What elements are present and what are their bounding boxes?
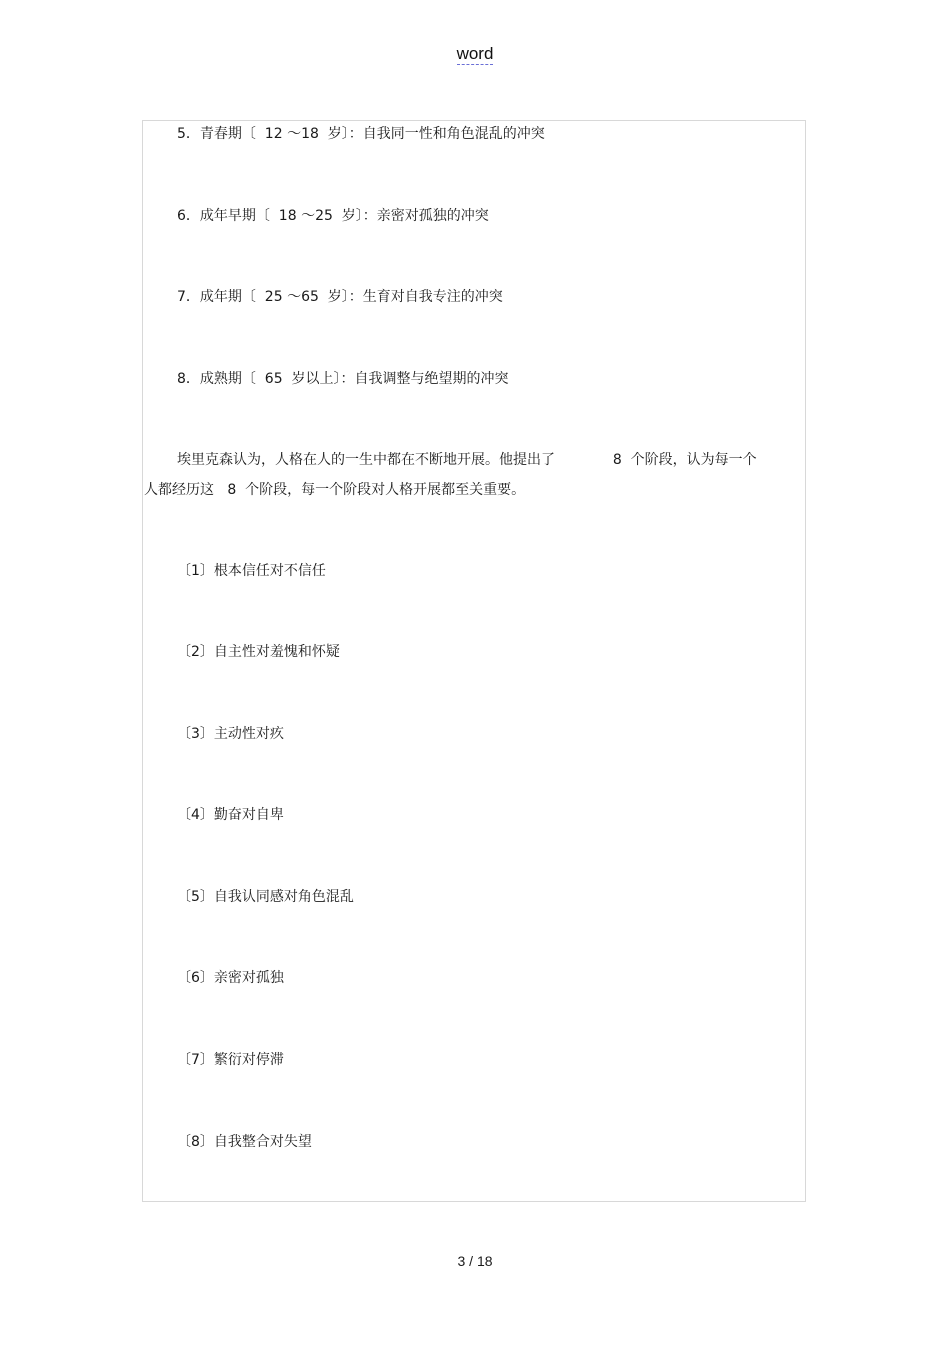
list-item-7: 〔7〕繁衍对停滞 [177,1052,284,1068]
document-header [0,43,950,65]
paragraph-line-2: 人都经历这 8 个阶段，每一个阶段对人格开展都至关重要。 [144,482,526,498]
list-item-8: 〔8〕自我整合对失望 [177,1134,312,1150]
page-number: 3 / 18 [457,1253,493,1269]
list-item-1: 〔1〕根本信任对不信任 [177,563,326,579]
list-item-5: 〔5〕自我认同感对角色混乱 [177,889,354,905]
list-item-3: 〔3〕主动性对疚 [177,726,284,742]
list-item-2: 〔2〕自主性对羞愧和怀疑 [177,644,340,660]
list-item-6: 〔6〕亲密对孤独 [177,970,284,986]
stage-line-7: 7．成年期〔 25 ～65 岁〕：生育对自我专注的冲突 [177,289,503,305]
stage-line-5: 5．青春期〔 12 ～18 岁〕：自我同一性和角色混乱的冲突 [177,126,545,142]
paragraph-line-1: 埃里克森认为，人格在人的一生中都在不断地开展。他提出了 8 个阶段，认为每一个 [177,452,757,468]
stage-line-8: 8．成熟期〔 65 岁以上〕：自我调整与绝望期的冲突 [177,371,509,387]
stage-line-6: 6．成年早期〔 18 ～25 岁〕：亲密对孤独的冲突 [177,208,489,224]
list-item-4: 〔4〕勤奋对自卑 [177,807,284,823]
header-title: word [456,44,494,63]
